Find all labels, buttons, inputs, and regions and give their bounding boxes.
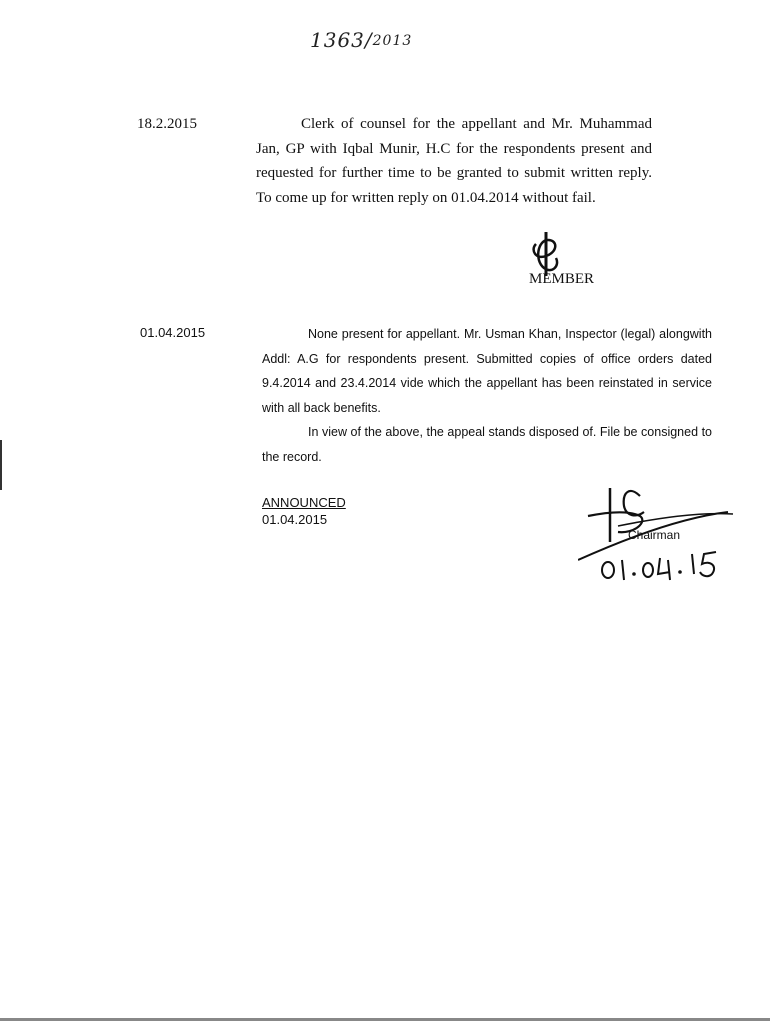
chairman-signatory: Chairman: [628, 528, 681, 542]
announced-date: 01.04.2015: [262, 512, 328, 527]
announced-label: ANNOUNCED: [262, 495, 346, 510]
entry-2-paragraph-1: None present for appellant. Mr. Usman Khan, Inspector (legal) alongwith Addl: A.G for respondents present. Submitted copies of office orders dated 9.4.2014 and 23.4.2014 vide which the appellant has been reinstated in service with all back benefits.: [262, 327, 712, 415]
entry-2-paragraph-2: In view of the above, the appeal stands disposed of. File be consigned to the record.: [262, 425, 712, 464]
entry-1-date: 18.2.2015: [137, 116, 197, 132]
entry-1-text: Clerk of counsel for the appellant and Mr. Muhammad Jan, GP with Iqbal Munir, H.C for the respondents present and requested for further time to be granted to submit written reply. To come up for written reply on 01.04.2014 without fail.: [256, 116, 652, 206]
scan-mark-left: [0, 440, 2, 490]
entry-2-date: 01.04.2015: [140, 325, 206, 340]
scan-edge-bottom: [0, 1018, 770, 1021]
handwritten-date: [598, 548, 728, 584]
case-number: 1363/2013: [310, 28, 413, 52]
member-signatory: MEMBER: [529, 271, 595, 287]
